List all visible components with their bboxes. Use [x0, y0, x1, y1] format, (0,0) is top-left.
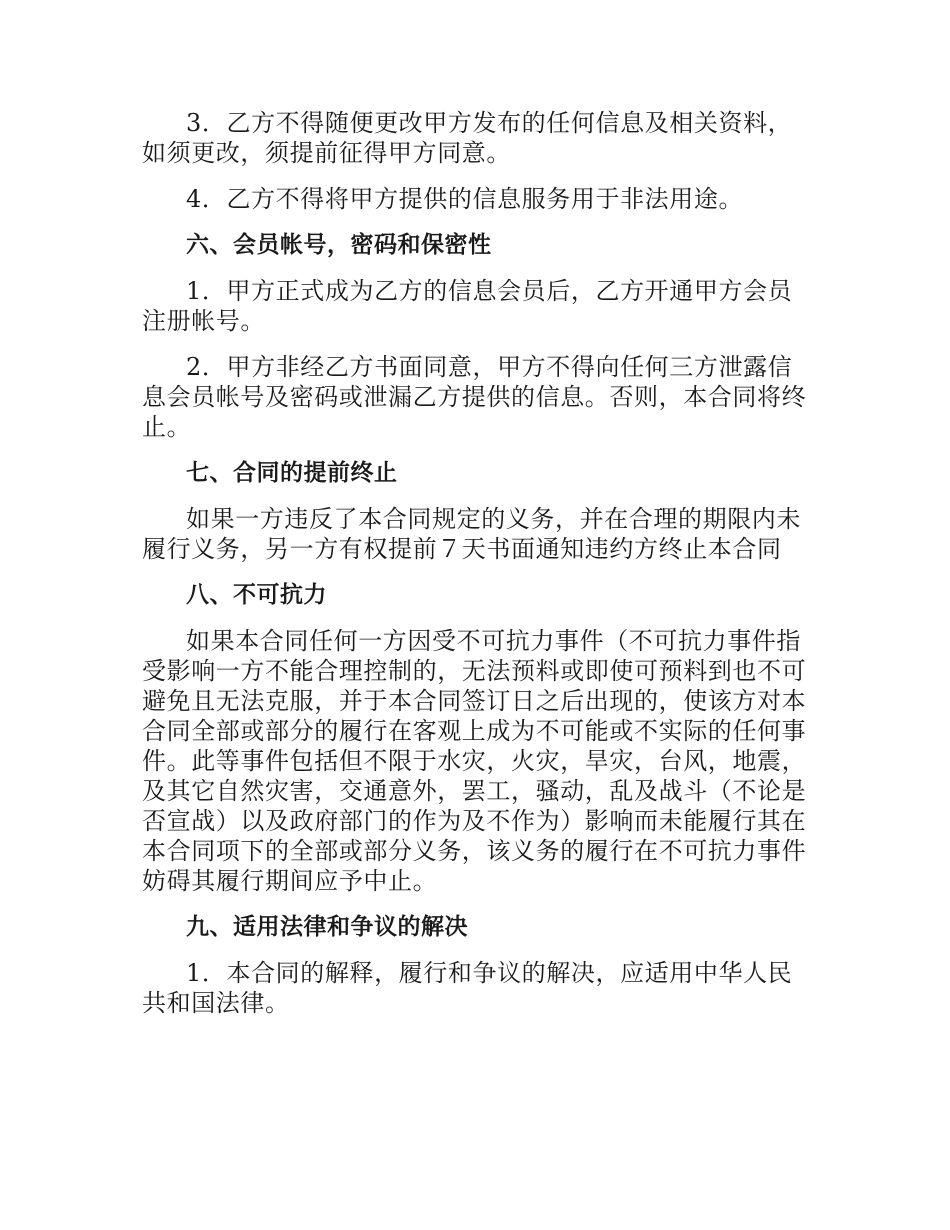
clause-8-body: 如果本合同任何一方因受不可抗力事件（不可抗力事件指受影响一方不能合理控制的，无法预料或即使可预料到也不可避免且无法克服，并于本合同签订日之后出现的，使该方对本合同全部或部分的履行在客观上成为不可能或不实际的任何事件。此等事件包括但不限于水灾，火灾，旱灾，台风，地震，及其它自然灾害，交通意外，罢工，骚动，乱及战斗（不论是否宣战）以及政府部门的作为及不作为）影响而未能履行其在本合同项下的全部或部分义务，该义务的履行在不可抗力事件妨碍其履行期间应予中止。 — [142, 627, 807, 895]
clause-9-1: 1．本合同的解释，履行和争议的解决，应适用中华人民共和国法律。 — [142, 959, 793, 1017]
clause-5-4: 4．乙方不得将甲方提供的信息服务用于非法用途。 — [186, 185, 744, 213]
section-9-heading: 九、适用法律和争议的解决 — [186, 914, 468, 940]
section-8-heading: 八、不可抗力 — [186, 582, 327, 608]
document-body — [142, 108, 812, 1034]
clause-5-3: 3．乙方不得随便更改甲方发布的任何信息及相关资料，如须更改，须提前征得甲方同意。 — [142, 109, 793, 167]
clause-6-1: 1．甲方正式成为乙方的信息会员后，乙方开通甲方会员注册帐号。 — [142, 277, 793, 335]
clause-6-2: 2．甲方非经乙方书面同意，甲方不得向任何三方泄露信息会员帐号及密码或泄漏乙方提供的信息。否则，本合同将终止。 — [142, 353, 807, 441]
section-6-heading: 六、会员帐号，密码和保密性 — [186, 232, 492, 258]
clause-7-body: 如果一方违反了本合同规定的义务，并在合理的期限内未履行义务，另一方有权提前７天书面通知违约方终止本合同 — [142, 505, 801, 563]
section-7-heading: 七、合同的提前终止 — [186, 460, 398, 486]
